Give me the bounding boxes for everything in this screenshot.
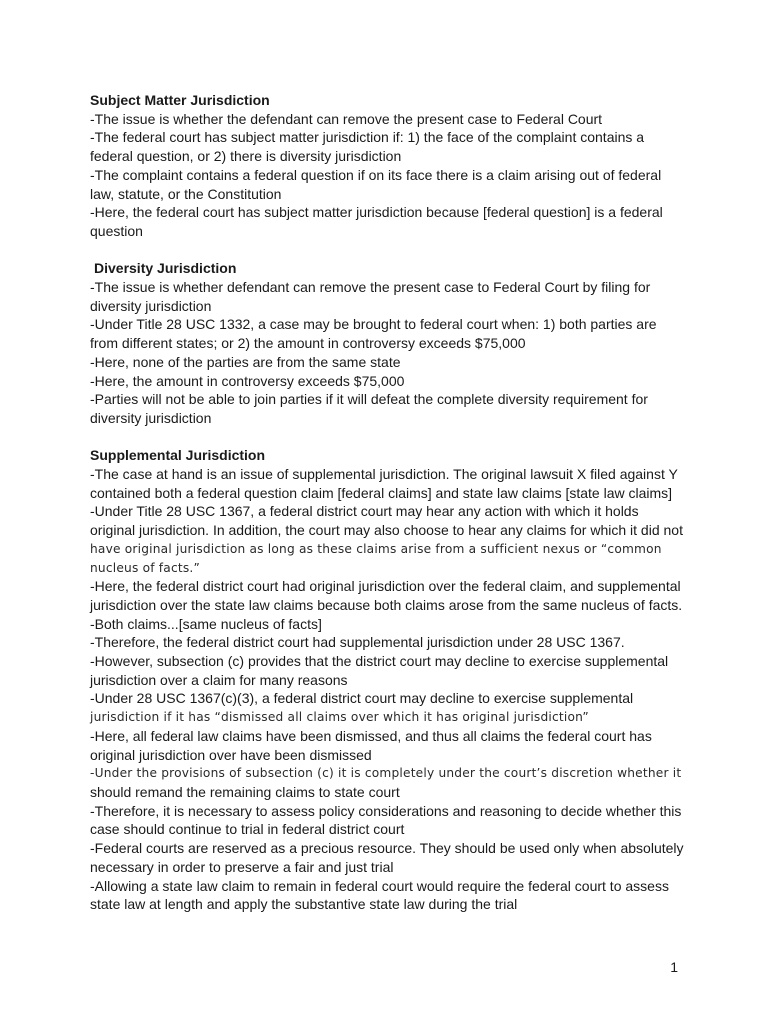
- text-line: -Therefore, the federal district court had supplemental jurisdiction under 28 USC 1367.: [90, 634, 625, 651]
- text-line: -Here, the federal district court had original jurisdiction over the federal claim, and supplemental: [90, 578, 681, 595]
- text-line: -However, subsection (c) provides that the district court may decline to exercise supplemental: [90, 653, 669, 670]
- text-line: original jurisdiction. In addition, the court may also choose to hear any claims for which it did not: [90, 522, 683, 539]
- text-line: case should continue to trial in federal district court: [90, 821, 405, 838]
- text-line: -The issue is whether defendant can remove the present case to Federal Court by filing for: [90, 279, 651, 296]
- page-number: 1: [670, 959, 678, 975]
- text-line: original jurisdiction over have been dismissed: [90, 746, 372, 763]
- text-line: -Parties will not be able to join parties if it will defeat the complete diversity requirement for: [90, 391, 648, 408]
- heading-supplemental-jurisdiction: Supplemental Jurisdiction: [90, 447, 266, 464]
- text-line: -The complaint contains a federal question if on its face there is a claim arising out of federal: [90, 166, 662, 183]
- text-line: law, statute, or the Constitution: [90, 185, 282, 202]
- text-line: nucleus of facts.”: [90, 560, 200, 575]
- text-line: -Here, none of the parties are from the same state: [90, 353, 401, 370]
- heading-subject-matter-jurisdiction: Subject Matter Jurisdiction: [90, 92, 270, 108]
- text-line: should remand the remaining claims to state court: [90, 783, 400, 800]
- text-line: -Here, all federal law claims have been dismissed, and thus all claims the federal court has: [90, 727, 652, 744]
- text-line: -The issue is whether the defendant can remove the present case to Federal Court: [90, 110, 603, 127]
- text-line: -Allowing a state law claim to remain in federal court would require the federal court to assess: [90, 877, 669, 894]
- text-line: state law at length and apply the substantive state law during the trial: [90, 896, 518, 913]
- text-line: -Both claims...[same nucleus of facts]: [90, 615, 322, 632]
- text-line: -Under Title 28 USC 1332, a case may be brought to federal court when: 1) both parties are: [90, 316, 657, 333]
- text-line: -Federal courts are reserved as a precious resource. They should be used only when absolutely: [90, 840, 684, 857]
- text-line: -Under the provisions of subsection (c) it is completely under the court’s discretion whether it: [90, 766, 682, 781]
- text-line: question: [90, 222, 143, 239]
- text-line: diversity jurisdiction: [90, 297, 212, 314]
- text-line: contained both a federal question claim [federal claims] and state law claims [state law claims]: [90, 484, 673, 501]
- text-line: -Under Title 28 USC 1367, a federal district court may hear any action with which it holds: [90, 503, 639, 520]
- text-line: federal question, or 2) there is diversity jurisdiction: [90, 148, 402, 165]
- text-line: have original jurisdiction as long as these claims arise from a sufficient nexus or “common: [90, 541, 662, 556]
- text-line: from different states; or 2) the amount in controversy exceeds $75,000: [90, 335, 526, 352]
- text-line: -Therefore, it is necessary to assess policy considerations and reasoning to decide whether this: [90, 802, 682, 819]
- text-line: diversity jurisdiction: [90, 409, 212, 426]
- text-line: necessary in order to preserve a fair and just trial: [90, 858, 394, 875]
- section-spacer: [90, 241, 690, 260]
- text-line: jurisdiction over the state law claims because both claims arose from the same nucleus of facts.: [90, 596, 683, 613]
- text-line: -The case at hand is an issue of supplemental jurisdiction. The original lawsuit X filed against Y: [90, 466, 678, 483]
- document-body: [90, 91, 690, 914]
- heading-diversity-jurisdiction: Diversity Jurisdiction: [94, 260, 237, 277]
- text-line: -The federal court has subject matter jurisdiction if: 1) the face of the complaint contains a: [90, 129, 645, 146]
- text-line: jurisdiction over a claim for many reasons: [90, 671, 348, 688]
- text-line: -Under 28 USC 1367(c)(3), a federal district court may decline to exercise supplemental: [90, 690, 634, 707]
- text-line: -Here, the federal court has subject matter jurisdiction because [federal question] is a federal: [90, 204, 663, 221]
- text-line: -Here, the amount in controversy exceeds $75,000: [90, 372, 405, 389]
- section-spacer: [90, 428, 690, 447]
- text-line: jurisdiction if it has “dismissed all claims over which it has original jurisdiction”: [90, 710, 589, 725]
